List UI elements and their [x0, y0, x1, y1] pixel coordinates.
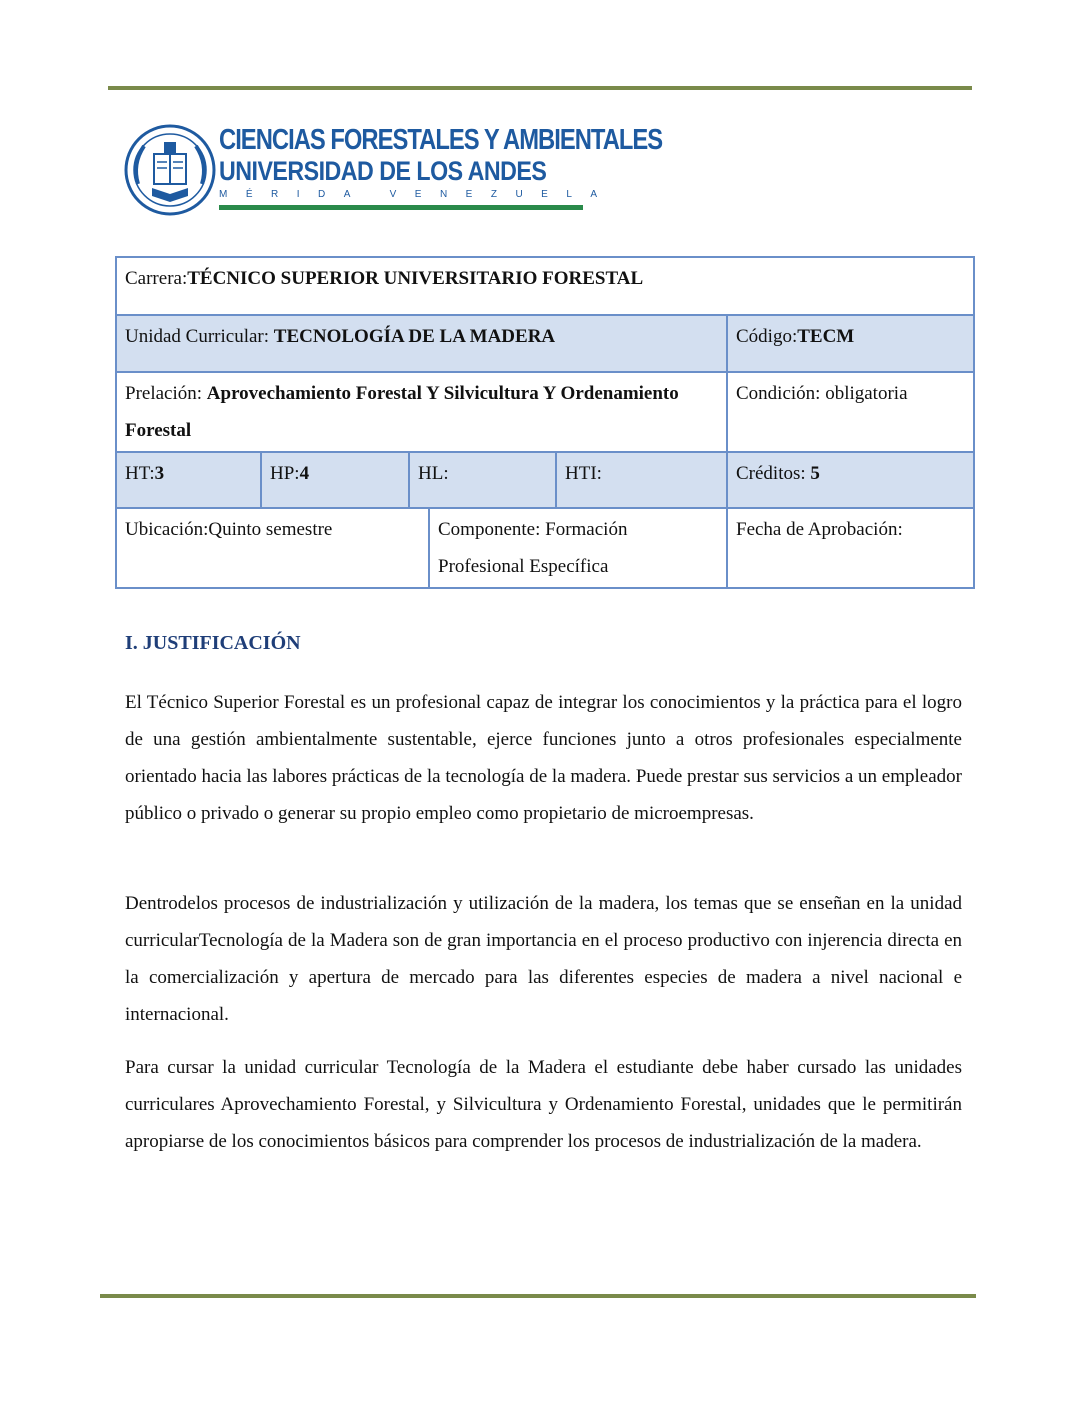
hti-cell: HTI:: [556, 452, 727, 508]
paragraph: Para cursar la unidad curricular Tecnología de la Madera el estudiante debe haber cursado las unidades curriculares Aprovechamiento Forestal, y Silvicultura y Ordenamiento Forestal, unidades que le permitirán apropiarse de los conocimientos básicos para comprender los procesos de industrialización de la madera.: [125, 1057, 962, 1152]
logo-university: UNIVERSIDAD DE LOS ANDES: [219, 156, 547, 186]
paragraph: El Técnico Superior Forestal es un profesional capaz de integrar los conocimientos y la práctica para el logro de una gestión ambientalmente sustentable, ejerce funciones junto a otros profesionales especialmente orientado hacia las labores prácticas de la tecnología de la madera. Puede prestar sus servicios a un empleador público o privado o generar su propio empleo como propietario de microempresas.: [125, 692, 962, 824]
carrera-value: TÉCNICO SUPERIOR UNIVERSITARIO FORESTAL: [187, 268, 644, 289]
codigo-cell: Código:TECM: [727, 315, 974, 372]
footer-rule: [100, 1294, 976, 1298]
ht-cell: HT:3: [116, 452, 261, 508]
header-rule: [108, 86, 972, 90]
carrera-cell: Carrera:TÉCNICO SUPERIOR UNIVERSITARIO FORESTAL: [116, 257, 974, 315]
unidad-value: TECNOLOGÍA DE LA MADERA: [273, 326, 556, 347]
componente-cell: Componente: Formación Profesional Específica: [429, 508, 727, 588]
codigo-value: TECM: [797, 326, 855, 347]
hl-cell: HL:: [409, 452, 556, 508]
ubicacion-cell: Ubicación:Quinto semestre: [116, 508, 429, 588]
hp-cell: HP:4: [261, 452, 409, 508]
unidad-cell: Unidad Curricular: TECNOLOGÍA DE LA MADERA: [116, 315, 727, 372]
condicion-cell: Condición: obligatoria: [727, 372, 974, 452]
creditos-cell: Créditos: 5: [727, 452, 974, 508]
faculty-logo: [124, 124, 663, 220]
logo-location: MÉRIDA VENEZUELA: [219, 189, 616, 200]
logo-title: CIENCIAS FORESTALES Y AMBIENTALES: [219, 124, 663, 156]
university-seal-icon: [124, 124, 216, 216]
logo-bar: [219, 205, 583, 210]
section-heading: I. JUSTIFICACIÓN: [125, 632, 301, 654]
paragraph: Dentrodelos procesos de industrialización y utilización de la madera, los temas que se enseñan en la unidad curricularTecnología de la Madera son de gran importancia en el proceso productivo con injerencia directa en la comercialización y apertura de mercado para las diferentes especies de madera a nivel nacional e internacional.: [125, 893, 962, 1025]
prelacion-value: Aprovechamiento Forestal Y Silvicultura Y Ordenamiento Forestal: [125, 383, 679, 441]
course-info-table: [115, 256, 975, 589]
prelacion-cell: Prelación: Aprovechamiento Forestal Y Silvicultura Y Ordenamiento Forestal: [116, 372, 727, 452]
fecha-cell: Fecha de Aprobación:: [727, 508, 974, 588]
